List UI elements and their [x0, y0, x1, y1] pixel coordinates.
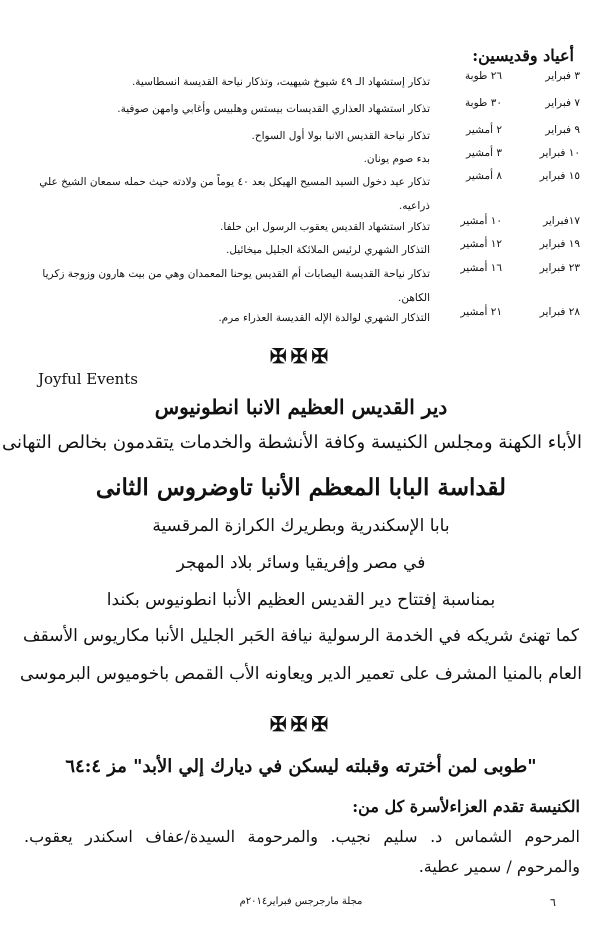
- feast-row: [20, 70, 580, 90]
- cross-divider-bottom: ✠✠✠: [269, 712, 333, 736]
- feast-coptic-date: ١٢ أمشير: [460, 238, 502, 250]
- feast-row: [20, 262, 580, 304]
- bishop-line-2: العام بالمنيا المشرف على تعمير الدير ويعاونه الأب القمص باخوميوس البرموسى: [20, 664, 582, 684]
- feast-coptic-date: ٢ أمشير: [466, 124, 502, 136]
- feast-gregorian-date: ٢٣ فبراير: [539, 262, 580, 274]
- feast-gregorian-date: ٣ فبراير: [545, 70, 580, 82]
- pope-subtitle-2: في مصر وإفريقيا وسائر بلاد المهجر: [176, 553, 426, 573]
- feast-gregorian-date: ١٩ فبراير: [539, 238, 580, 250]
- feast-gregorian-date: ١٥ فبراير: [539, 170, 580, 182]
- feast-gregorian-date: ٢٨ فبراير: [539, 306, 580, 318]
- greeting-line: الأباء الكهنة ومجلس الكنيسة وكافة الأنشطة والخدمات يتقدمون بخالص التهانى: [2, 432, 582, 453]
- feasts-heading: أعياد وقديسين:: [472, 46, 574, 65]
- feast-row: [20, 306, 580, 326]
- condolences-names: المرحوم الشماس د. سليم نجيب. والمرحومة السيدة/عفاف اسكندر يعقوب. والمرحوم / سمير عطية.: [24, 827, 580, 876]
- feast-gregorian-date: ١٠ فبراير: [539, 147, 580, 159]
- feast-description: تذكار إستشهاد الـ ٤٩ شيوخ شيهيت، وتذكار نياحة القديسة انسطاسية.: [131, 76, 430, 88]
- monastery-title: دير القديس العظيم الانبا انطونيوس: [154, 395, 448, 419]
- bishop-line-1: كما تهنئ شريكه في الخدمة الرسولية نيافة الحَبر الجليل الأنبا مكاريوس الأسقف: [23, 626, 579, 646]
- feast-coptic-date: ٨ أمشير: [466, 170, 502, 182]
- feast-gregorian-date: ٧ فبراير: [545, 97, 580, 109]
- feast-description: التذكار الشهري لوالدة الإله القديسة العذراء مرم.: [218, 312, 430, 324]
- feast-row: [20, 215, 580, 235]
- feast-description: تذكار استشهاد العذاري القديسات بيستس وهلبيس وأغابي وامهن صوفية.: [117, 103, 430, 115]
- feast-coptic-date: ٣ أمشير: [466, 147, 502, 159]
- pope-subtitle-1: بابا الإسكندرية وبطريرك الكرازة المرقسية: [152, 516, 450, 536]
- pope-title: لقداسة البابا المعظم الأنبا تاوضروس الثانى: [95, 474, 507, 501]
- footer-magazine-title: مجلة مارجرجس فبراير٢٠١٤م: [239, 896, 363, 907]
- condolences-intro: الكنيسة تقدم العزاءلأسرة كل من:: [352, 797, 580, 816]
- feast-gregorian-date: ١٧فبراير: [543, 215, 580, 227]
- feast-row: [20, 147, 580, 167]
- feast-description: التذكار الشهري لرئيس الملائكة الجليل ميخائيل.: [225, 244, 430, 256]
- feast-description: تذكار نياحة القديس الانبا بولا أول السواح.: [251, 130, 430, 142]
- feast-description: تذكار استشهاد القديس يعقوب الرسول ابن حلفا.: [220, 221, 430, 233]
- feast-coptic-date: ١٦ أمشير: [460, 262, 502, 274]
- joyful-events-label: Joyful Events: [38, 370, 138, 388]
- feast-gregorian-date: ٩ فبراير: [545, 124, 580, 136]
- feast-description: بدء صوم يونان.: [363, 153, 430, 165]
- feast-row: [20, 238, 580, 258]
- feast-coptic-date: ١٠ أمشير: [460, 215, 502, 227]
- feast-coptic-date: ٢١ أمشير: [460, 306, 502, 318]
- feast-row: [20, 124, 580, 144]
- cross-divider-top: ✠✠✠: [269, 344, 333, 368]
- page-number: ٦: [550, 896, 556, 909]
- feast-coptic-date: ٢٦ طوبة: [465, 70, 502, 82]
- feast-description: تذكار عيد دخول السيد المسيح الهيكل بعد ٤٠ يوماً من ولادته حيث حمله سمعان الشيخ علي ذراعيه.: [39, 176, 430, 212]
- feast-row: [20, 170, 580, 212]
- occasion-line: بمناسبة إفتتاح دير القديس العظيم الأنبا انطونيوس بكندا: [106, 590, 496, 610]
- feast-coptic-date: ٣٠ طوبة: [465, 97, 502, 109]
- scripture-verse: "طوبى لمن أخترته وقبلته ليسكن في ديارك إلي الأبد" مز ٦٤:٤: [65, 756, 537, 777]
- feast-row: [20, 97, 580, 117]
- feast-description: تذكار نياحة القديسة اليصابات أم القديس يوحنا المعمدان وهي من بيت هارون وزوجة زكريا الكاهن.: [42, 268, 430, 304]
